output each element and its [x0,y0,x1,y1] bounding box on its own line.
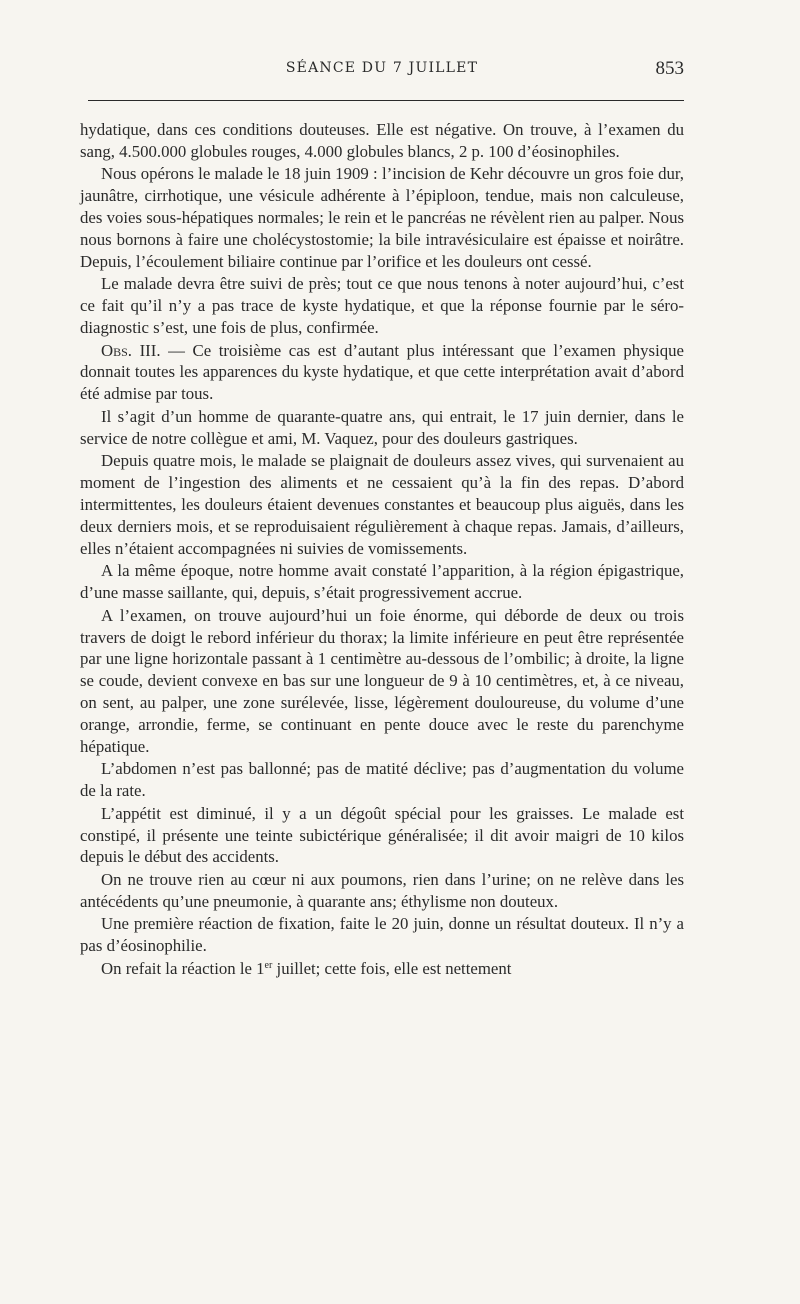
paragraph: Il s’agit d’un homme de quarante-quatre ans, qui entrait, le 17 juin dernier, dans le service de notre collègue et ami, M. Vaquez, pour des douleurs gastriques. [80,406,684,448]
paragraph: L’appétit est diminué, il y a un dégoût spécial pour les graisses. Le malade est constipé, il présente une teinte subictérique généralisée; il dit avoir maigri de 10 kilos depuis le début des accidents. [80,803,684,867]
paragraph [80,958,684,980]
paragraph: Nous opérons le malade le 18 juin 1909 : l’incision de Kehr découvre un gros foie dur, jaunâtre, cirrhotique, une vésicule adhérente à l’épiploon, tendue, mais non calculeuse, des voies sous-hépatiques normales; le rein et le pancréas ne révèlent rien au palper. Nous nous bornons à faire une cholécystostomie; la bile intravésiculaire est épaisse et noirâtre. Depuis, l’écoulement biliaire continue par l’orifice et les douleurs ont cessé. [80,164,684,271]
paragraph-text: — Ce troisième cas est d’autant plus intéressant que l’examen physique donnait toutes les apparences du kyste hydatique, et que cette interprétation avait d’abord été admise par tous. [80,340,684,404]
page-number: 853 [655,58,684,79]
paragraph [80,340,684,405]
running-title: SÉANCE DU 7 JUILLET [285,60,479,76]
paragraph: On ne trouve rien au cœur ni aux poumons, rien dans l’urine; on ne relève dans les antécédents qu’une pneumonie, à quarante ans; éthylisme non douteux. [80,870,684,911]
paragraph-text: On refait la réaction le [101,958,252,978]
paragraph: hydatique, dans ces conditions douteuses. Elle est négative. On trouve, à l’examen du sang, 4.500.000 globules rouges, 4.000 globules blancs, 2 p. 100 d’éosinophiles. [80,120,684,161]
paragraph-text: juillet; cette fois, elle est nettement [276,958,512,978]
obs-label: Obs. III. [101,340,161,360]
paragraph: Depuis quatre mois, le malade se plaignait de douleurs assez vives, qui survenaient au moment de l’ingestion des aliments et ne cessaient qu’à la fin des repas. D’abord intermittentes, les douleurs étaient devenues constantes et beaucoup plus aiguës, dans les deux derniers mois, et se reproduisaient régulièrement à chaque repas. Jamais, d’ailleurs, elles n’étaient accompagnées ni suivies de vomissements. [80,451,684,558]
body-text [80,119,684,981]
paragraph: Le malade devra être suivi de près; tout ce que nous tenons à noter aujourd’hui, c’est ce fait qu’il n’y a pas trace de kyste hydatique, et que la réponse fournie par le séro-diagnostic s’est, une fois de plus, confirmée. [80,274,684,337]
paragraph: A la même époque, notre homme avait constaté l’apparition, à la région épigastrique, d’une masse saillante, qui, depuis, s’était progressivement accrue. [80,561,684,603]
running-head [80,58,684,88]
date-day: 1 [256,958,265,978]
paragraph: L’abdomen n’est pas ballonné; pas de matité déclive; pas d’augmentation du volume de la rate. [80,759,684,801]
date-superscript: er [264,959,273,971]
header-rule [88,100,684,101]
paragraph: Une première réaction de fixation, faite le 20 juin, donne un résultat douteux. Il n’y a pas d’éosinophilie. [80,914,684,956]
paragraph: A l’examen, on trouve aujourd’hui un foie énorme, qui déborde de deux ou trois travers de doigt le rebord inférieur du thorax; la limite inférieure en peut être représentée par une ligne horizontale passant à 1 centimètre au-dessous de l’ombilic; à droite, la ligne se coude, devient convexe en bas sur une longueur de 9 à 10 centimètres, et, à ce niveau, on sent, au palper, une zone surélevée, lisse, légèrement douloureuse, du volume d’une orange, arrondie, ferme, se continuant en pente douce avec le reste du parenchyme hépatique. [80,605,684,756]
